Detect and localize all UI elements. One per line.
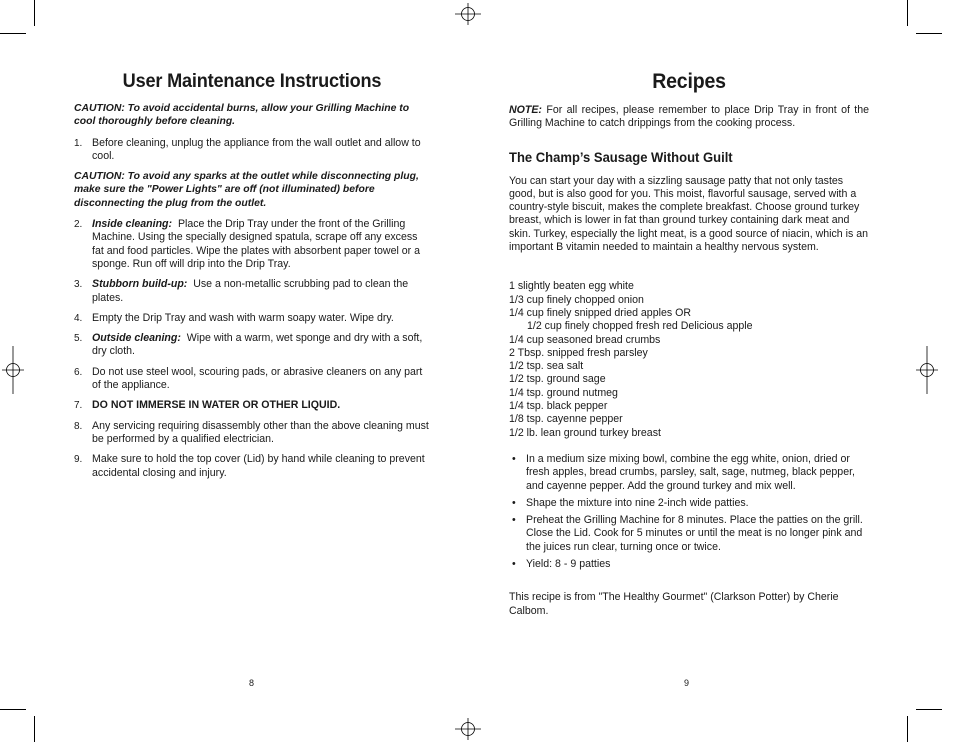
list-item bbox=[509, 558, 869, 571]
crop-mark-bl-h bbox=[0, 709, 26, 710]
instruction-text: Yield: 8 - 9 patties bbox=[526, 558, 611, 571]
list-item bbox=[74, 332, 430, 359]
bullet-icon: • bbox=[512, 496, 516, 509]
registration-mark-right bbox=[916, 346, 938, 394]
step-text: Empty the Drip Tray and wash with warm soapy water. Wipe dry. bbox=[92, 311, 394, 324]
registration-mark-left bbox=[2, 346, 24, 394]
page-number-right: 9 bbox=[684, 678, 690, 688]
crop-mark-tr-v bbox=[907, 0, 908, 26]
step-text bbox=[92, 218, 430, 271]
bullet-icon: • bbox=[512, 558, 516, 571]
list-item bbox=[509, 453, 869, 493]
caution-burns: CAUTION: To avoid accidental burns, allow your Grilling Machine to cool thoroughly before cleaning. bbox=[74, 103, 410, 128]
crop-mark-br-h bbox=[916, 709, 942, 710]
step-text: Do not use steel wool, scouring pads, or abrasive cleaners on any part of the appliance. bbox=[92, 365, 423, 392]
step-text: Before cleaning, unplug the appliance from the wall outlet and allow to cool. bbox=[92, 136, 421, 162]
step-number: 3. bbox=[74, 279, 83, 291]
crop-mark-br-v bbox=[907, 716, 908, 742]
list-item: 1/4 cup seasoned bread crumbs bbox=[509, 333, 661, 346]
step-lead: Inside cleaning: bbox=[92, 218, 173, 231]
list-item bbox=[509, 514, 869, 554]
instruction-text: Shape the mixture into nine 2-inch wide patties. bbox=[526, 496, 749, 509]
crop-mark-tl-h bbox=[0, 33, 26, 34]
step-lead: Outside cleaning: bbox=[92, 332, 181, 345]
list-item: 1/2 tsp. sea salt bbox=[509, 360, 584, 373]
step-number: 1. bbox=[74, 137, 83, 149]
list-item: 1/4 tsp. black pepper bbox=[509, 400, 608, 413]
crop-mark-bl-v bbox=[34, 716, 35, 742]
list-item bbox=[74, 278, 430, 305]
step-lead: Stubborn build-up: bbox=[92, 278, 188, 291]
list-item: 1/4 cup finely snipped dried apples OR bbox=[509, 306, 691, 319]
instruction-text: Preheat the Grilling Machine for 8 minutes. Place the patties on the grill. Close the Lid. Cook for 5 minutes or until the meat is no longer pink and the juices run clear, turning once or twice. bbox=[526, 514, 863, 553]
bullet-icon: • bbox=[512, 514, 516, 527]
list-item: 1/3 cup finely chopped onion bbox=[509, 293, 644, 306]
list-item bbox=[74, 312, 430, 325]
step-number: 5. bbox=[74, 333, 83, 345]
registration-mark-bottom bbox=[455, 718, 481, 740]
step-body: Wipe with a warm, wet sponge and dry with a soft, dry cloth. bbox=[92, 332, 423, 358]
ingredient-list bbox=[509, 280, 869, 440]
step-body: Place the Drip Tray under the front of the Grilling Machine. Using the specially designed spatula, scrape off any excess fat and food particles. Wipe the plates with absorbent paper towel or a sponge. Run off will drip into the Drip Tray. bbox=[92, 218, 421, 270]
list-item bbox=[74, 137, 430, 164]
right-page bbox=[509, 68, 869, 629]
list-item: 1 slightly beaten egg white bbox=[509, 280, 634, 293]
list-item: 1/8 tsp. cayenne pepper bbox=[509, 413, 623, 426]
list-item: 1/2 tsp. ground sage bbox=[509, 373, 606, 386]
list-item: 1/4 tsp. ground nutmeg bbox=[509, 386, 618, 399]
note-text: For all recipes, please remember to place Drip Tray in front of the Grilling Machine to catch drippings from the cooking process. bbox=[509, 104, 869, 130]
recipe-source: This recipe is from "The Healthy Gourmet" (Clarkson Potter) by Cherie Calbom. bbox=[509, 591, 839, 617]
step-number: 2. bbox=[74, 219, 83, 231]
recipe-intro: You can start your day with a sizzling sausage patty that not only tastes good, but is also good for you. This moist, flavorful sausage, served with a country-style biscuit, makes the complete breakfast. Choose ground turkey breast, which is lower in fat than ground turkey containing dark meat and skin. Turkey, especially the light meat, is a good source of niacin, which is an important B vitamin needed to maintain a healthy nervous system. bbox=[509, 174, 868, 254]
step-text: Make sure to hold the top cover (Lid) by hand while cleaning to prevent accidental closing and injury. bbox=[92, 453, 425, 479]
instruction-text: In a medium size mixing bowl, combine the egg white, onion, dried or fresh apples, bread crumbs, parsley, salt, sage, nutmeg, black pepper, and cayenne pepper. Add the ground turkey and mix well. bbox=[526, 452, 855, 492]
page-title: User Maintenance Instructions bbox=[122, 70, 382, 92]
registration-mark-top bbox=[455, 3, 481, 25]
list-item bbox=[74, 366, 430, 393]
list-item bbox=[74, 420, 430, 447]
list-item bbox=[74, 453, 430, 480]
left-page bbox=[74, 68, 430, 487]
step-number: 8. bbox=[74, 420, 83, 432]
note-label: NOTE: bbox=[509, 104, 542, 116]
page-title: Recipes bbox=[652, 70, 726, 93]
page-number-left: 8 bbox=[249, 678, 255, 688]
step-number: 6. bbox=[74, 366, 83, 378]
step-text: DO NOT IMMERSE IN WATER OR OTHER LIQUID. bbox=[92, 399, 341, 412]
list-item: 1/2 cup finely chopped fresh red Delicious apple bbox=[527, 320, 753, 333]
step-number: 4. bbox=[74, 312, 83, 324]
list-item bbox=[74, 399, 430, 412]
step-text: Any servicing requiring disassembly other than the above cleaning must be performed by a qualified electrician. bbox=[92, 419, 429, 445]
step-text bbox=[92, 332, 430, 359]
list-item bbox=[509, 497, 869, 510]
step-number: 9. bbox=[74, 454, 83, 466]
step-text bbox=[92, 278, 430, 305]
list-item bbox=[74, 218, 430, 271]
crop-mark-tr-h bbox=[916, 33, 942, 34]
caution-sparks: CAUTION: To avoid any sparks at the outlet while disconnecting plug, make sure the "Power Lights" are off (not illuminated) before disconnecting the plug from the outlet. bbox=[74, 171, 419, 209]
recipe-title: The Champ’s Sausage Without Guilt bbox=[509, 148, 733, 165]
bullet-icon: • bbox=[512, 452, 516, 465]
instruction-list bbox=[509, 453, 869, 571]
step-number: 7. bbox=[74, 400, 83, 412]
list-item: 1/2 lb. lean ground turkey breast bbox=[509, 426, 661, 439]
crop-mark-tl-v bbox=[34, 0, 35, 26]
list-item: 2 Tbsp. snipped fresh parsley bbox=[509, 346, 648, 359]
step-body: Use a non-metallic scrubbing pad to clean the plates. bbox=[92, 278, 409, 304]
note bbox=[509, 104, 869, 131]
